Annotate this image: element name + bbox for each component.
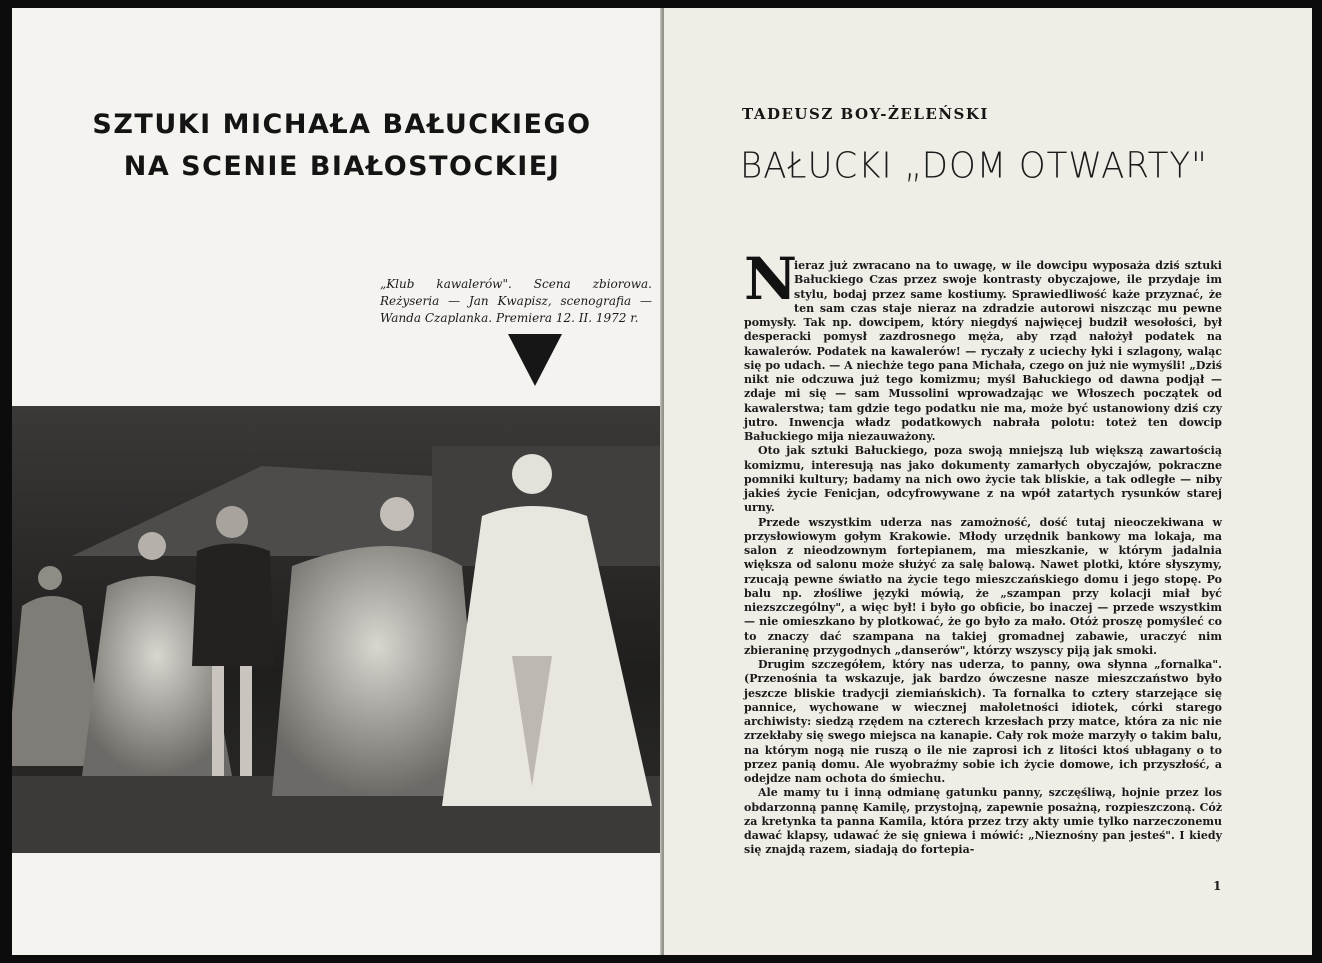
article-body xyxy=(744,259,1222,858)
right-page xyxy=(664,8,1312,955)
photo-caption: „Klub kawalerów". Scena zbiorowa. Reżyseria — Jan Kwapisz, scenografia — Wanda Czaplanka. Premiera 12. II. 1972 r. xyxy=(380,277,652,325)
author-name: TADEUSZ BOY-ŻELEŃSKI xyxy=(742,105,989,123)
paragraph: Oto jak sztuki Bałuckiego, poza swoją mniejszą lub większą zawartością komizmu, interesują nas jako dokumenty zamarłych obyczajów, pokraczne pomniki kultury; badamy na nich owo życie tak bliskie, a tak odległe — niby jakieś życie Fenicjan, odcyfrowywane z na wpół zatartych rysunków starej urny. xyxy=(744,444,1222,515)
paragraph: Ale mamy tu i inną odmianę gatunku panny, szczęśliwą, hojnie przez los obdarzonną pannę Kamilę, przystojną, zapewnie posażną, rozpieszczoną. Cóż za kretynka ta panna Kamila, która przez trzy akty umie tylko narzeczonemu dawać klapsy, udawać że się gniewa i mówić: „Nieznośny pan jesteś". I kiedy się znajdą razem, siadają do fortepia- xyxy=(744,786,1222,857)
page-number: 1 xyxy=(1213,879,1222,893)
down-triangle-icon xyxy=(508,334,562,386)
drop-cap: N xyxy=(744,245,798,313)
article-title: BAŁUCKI „DOM OTWARTY" xyxy=(740,145,1208,187)
paragraph: Przede wszystkim uderza nas zamożność, dość tutaj nieoczekiwana w przysłowiowym gołym Krakowie. Młody urzędnik bankowy ma lokaja, ma salon z nieodzownym fortepianem, ma mieszkanie, w którym jadalnia większa od salonu może służyć za salę balową. Nawet plotki, które słyszymy, rzucają pewne światło na życie tego mieszczańskiego domu i jego stopę. Po balu np. złośliwe języki mówią, że „szampan przy kolacji miał być niezszczególny", a więc był! i było go obficie, bo inaczej — przede wszystkim — nie omieszkano by plotkować, że go było za mało. Otóż proszę pomyśleć co to znaczy dać szampana na takiej gromadnej zabawie, uraczyć nim zbieraninę przygodnych „danserów", którzy wszyscy piją jak smoki. xyxy=(744,515,1222,657)
dancers-illustration xyxy=(12,406,662,853)
paragraph: Drugim szczegółem, który nas uderza, to panny, owa słynna „fornalka". (Przenośnia ta wskazuje, jak bardzo ówczesne nasze mieszczaństwo było jeszcze bliskie tradycji ziemiańskich). Ta fornalka to cztery starzejące się pannice, wychowane w wiecznej małoletności idiotek, córki starego archiwisty: siedzą rzędem na czterech krzesłach przy matce, która za nic nie zrzekłaby się swego miejsca na kanapie. Cały rok może marzyły o takim balu, na którym nogą nie ruszą o ile nie zaprosi ich z litości ktoś ubłagany o to przez panią domu. Ale wyobraźmy sobie ich życie domowe, ich przyszłość, a odejdze nam ochota do śmiechu. xyxy=(744,658,1222,785)
left-page xyxy=(12,8,662,955)
title-line-2: NA SCENIE BIAŁOSTOCKIEJ xyxy=(123,151,561,182)
stage-photo xyxy=(12,406,662,853)
title-line-1: SZTUKI MICHAŁA BAŁUCKIEGO xyxy=(92,109,592,140)
left-page-title xyxy=(42,104,642,188)
paragraph: ieraz już zwracano na to uwagę, w ile dowcipu wyposaża dziś sztuki Bałuckiego Czas przez swoje kontrasty obyczajowe, ile przydaje im stylu, bodaj przez same kostiumy. Sprawiedliwość każe przyznać, że ten sam czas staje nieraz na zdradzie autorowi niszcząc mu pewne pomysły. Tak np. dowcipem, który niegdyś najwięcej budził wesołości, był desperacki pomysł zazdrosnego męża, aby rząd nałożył podatek na kawalerów. Podatek na kawalerów! — ryczały z uciechy łyki i szlagony, waląc się po udach. — A niechże tego pana Michała, czego on już nie wymyśli! „Dziś nikt nie odczuwa już tego komizmu; myśl Bałuckiego od dawna podjął — zdaje mi się — sam Mussolini wprowadzając we Włoszech początek od kawalerstwa; tam gdzie tego podatku nie ma, może być ustanowiony dziś czy jutro. Inwencja władz podatkowych nabrała polotu: toteż ten dowcip Bałuckiego mija niezauważony. xyxy=(744,259,1222,443)
